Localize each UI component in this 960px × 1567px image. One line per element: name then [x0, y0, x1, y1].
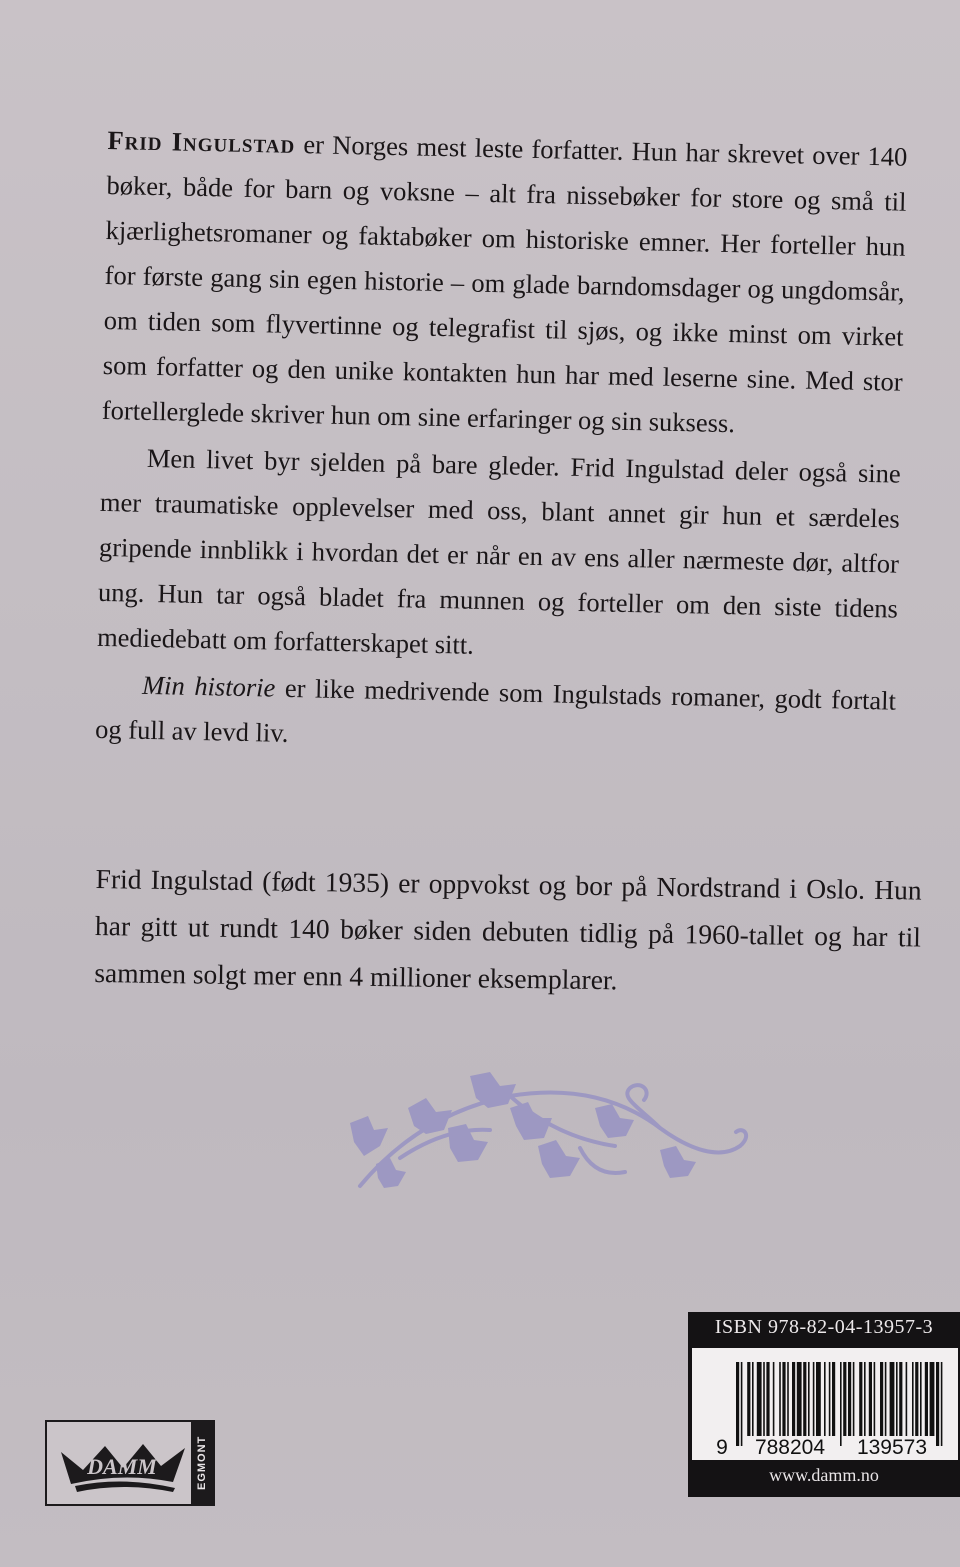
paragraph-1-text: er Norges mest leste forfatter. Hun har skrevet over 140 bøker, både for barn og voksne – alt fra nissebøker for store og små til kjærlighetsromaner og faktabøker om historiske emner. Her forteller hun for første gang sin egen historie – om glade barndomsdager og ungdomsår, om tiden som flyvertinne og telegrafist til sjøs, og ikke minst om virket som forfatter og den unike kontakten hun har med leserne sine. Med stor fortellerglede skriver hun om sine erfaringer og sin suksess.: [101, 128, 908, 439]
barcode-bar: [829, 1362, 831, 1436]
barcode-bar: [803, 1362, 806, 1436]
barcode-bar: [912, 1362, 914, 1436]
barcode-bar: [880, 1362, 883, 1436]
paragraph-2-text: Men livet byr sjelden på bare gleder. Frid Ingulstad deler også sine mer traumatiske opplevelser med oss, blant annet gir hun et særdeles gripende innblikk i hvordan det er når en av ens aller nærmeste dør, altfor ung. Hun tar også bladet fra munnen og forteller om den siste tidens mediedebatt om forfatterskapet sitt.: [96, 442, 902, 660]
barcode-bar: [899, 1362, 902, 1436]
barcode-bar: [832, 1362, 835, 1436]
barcode-bar: [741, 1362, 743, 1446]
barcode-bar: [848, 1362, 851, 1436]
damm-logo: [45, 1420, 215, 1506]
barcode-bar: [864, 1362, 866, 1436]
publisher-website: www.damm.no: [769, 1465, 879, 1485]
barcode-bar: [813, 1362, 815, 1436]
barcode-bar: [920, 1362, 922, 1436]
barcode-bar: [869, 1362, 872, 1436]
barcode-bar: [792, 1362, 795, 1436]
barcode-area: [692, 1348, 958, 1460]
barcode-icon: [692, 1348, 958, 1460]
barcode-bar: [930, 1362, 935, 1436]
blurb-text: [95, 118, 908, 771]
blurb-paragraph-2: [97, 435, 902, 677]
barcode-bar: [808, 1362, 810, 1436]
barcode-bar: [797, 1362, 802, 1436]
damm-crown-icon: [53, 1432, 191, 1498]
barcode-bar: [896, 1362, 898, 1436]
barcode-bar: [752, 1362, 754, 1436]
ivy-ornament-icon: [340, 1068, 760, 1198]
barcode-bar: [840, 1362, 842, 1446]
egmont-label: EGMONT: [191, 1422, 213, 1504]
barcode-bar: [757, 1362, 762, 1436]
barcode-bar: [816, 1362, 821, 1436]
blurb-paragraph-3: [95, 662, 897, 769]
barcode-bar: [885, 1362, 887, 1436]
barcode-bar: [843, 1362, 846, 1436]
barcode-bar: [736, 1362, 739, 1446]
barcode-bar: [763, 1362, 765, 1436]
barcode-bar: [853, 1362, 855, 1436]
barcode-bar: [941, 1362, 943, 1446]
barcode-digits-right: 139573: [856, 1436, 928, 1459]
barcode-bar: [747, 1362, 750, 1436]
barcode-bar: [925, 1362, 928, 1436]
barcode-bar: [782, 1362, 785, 1436]
book-title: Min historie: [141, 669, 276, 703]
barcode-digit-first: 9: [716, 1436, 728, 1459]
barcode-bar: [779, 1362, 781, 1436]
barcode-bar: [915, 1362, 918, 1436]
barcode-bar: [787, 1362, 789, 1436]
paragraph-3-text: er like medrivende som Ingulstads romaner, godt fortalt og full av levd liv.: [94, 672, 897, 748]
author-bio: Frid Ingulstad (født 1935) er oppvokst og bor på Nordstrand i Oslo. Hun har gitt ut rundt 140 bøker siden debuten tidlig på 1960-tallet og har til sammen solgt mer enn 4 millioner eksemplarer.: [94, 862, 922, 996]
barcode-bar: [936, 1362, 939, 1446]
barcode-bar: [859, 1362, 862, 1436]
barcode-bar: [773, 1362, 775, 1436]
barcode-digits-left: 788204: [754, 1436, 826, 1459]
barcode-bar: [874, 1362, 876, 1436]
isbn-label: ISBN 978-82-04-13957-3: [714, 1316, 934, 1338]
barcode-bar: [906, 1362, 908, 1436]
barcode-bar: [890, 1362, 895, 1436]
blurb-paragraph-1: [101, 118, 907, 450]
barcode-bar: [766, 1362, 769, 1436]
logo-text: DAMM: [87, 1454, 157, 1479]
barcode-bar: [824, 1362, 826, 1436]
author-name: Frid Ingulstad: [107, 124, 296, 159]
barcode-panel: [688, 1312, 960, 1497]
